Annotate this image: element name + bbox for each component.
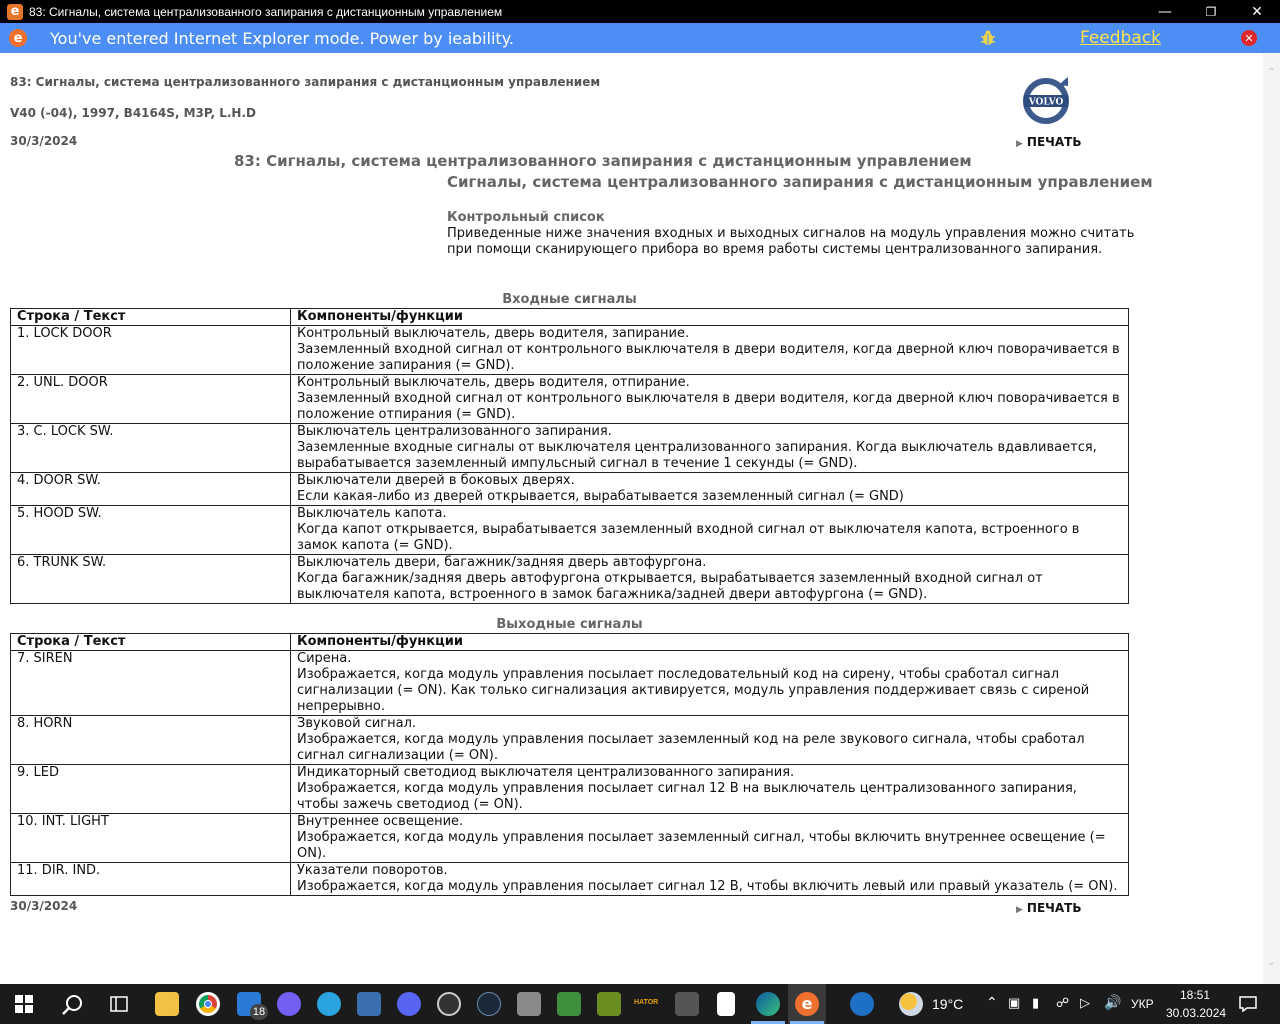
description-line: Изображается, когда модуль управления посылает заземленный сигнал, чтобы включить внутреннее освещение (= ON). bbox=[297, 830, 1106, 861]
wifi-icon[interactable]: ▷ bbox=[1080, 995, 1090, 1010]
notifications-icon[interactable] bbox=[1239, 996, 1257, 1012]
description-line: Заземленный входной сигнал от контрольного выключателя в двери водителя, когда дверной ключ поворачивается в положение отпирания (= GND). bbox=[297, 391, 1120, 422]
description-line: Изображается, когда модуль управления посылает сигнал 12 В, чтобы включить левый или правый указатель (= ON). bbox=[297, 879, 1118, 894]
truck-simulator-icon[interactable] bbox=[675, 992, 699, 1016]
table-row bbox=[11, 326, 1129, 375]
table-row bbox=[11, 506, 1129, 555]
signal-description bbox=[291, 716, 1129, 765]
table-row bbox=[11, 863, 1129, 896]
file-explorer-icon[interactable] bbox=[155, 992, 179, 1016]
column-header: Строка / Текст bbox=[11, 309, 291, 326]
clock-date[interactable]: 30.03.2024 bbox=[1166, 1006, 1227, 1020]
input-signals-table bbox=[10, 308, 1129, 604]
signal-key: 3. C. LOCK SW. bbox=[11, 424, 291, 473]
ie-app-icon: e bbox=[7, 4, 23, 20]
window-title: 83: Сигналы, система централизованного запирания с дистанционным управлением bbox=[29, 4, 503, 19]
speedometer-icon[interactable] bbox=[437, 992, 461, 1016]
vertical-scrollbar[interactable] bbox=[1263, 53, 1280, 984]
help-icon[interactable] bbox=[850, 992, 874, 1016]
description-line: Изображается, когда модуль управления посылает заземленный код на реле звукового сигнала, чтобы сработал сигнал сигнализации (= ON). bbox=[297, 732, 1085, 763]
signal-key: 7. SIREN bbox=[11, 651, 291, 716]
close-window-button[interactable]: ✕ bbox=[1251, 3, 1263, 20]
doc-date: 30/3/2024 bbox=[10, 134, 78, 148]
column-header: Компоненты/функции bbox=[291, 309, 1129, 326]
scroll-down-icon[interactable]: ⌄ bbox=[1267, 957, 1276, 968]
svg-text:VOLVO: VOLVO bbox=[1028, 97, 1064, 108]
ie-mode-message: You've entered Internet Explorer mode. Power by ieability. bbox=[50, 28, 514, 48]
game-launcher-icon[interactable] bbox=[557, 992, 581, 1016]
signal-key: 1. LOCK DOOR bbox=[11, 326, 291, 375]
main-title: 83: Сигналы, система централизованного запирания с дистанционным управлением bbox=[234, 152, 972, 170]
clock-time[interactable]: 18:51 bbox=[1180, 988, 1211, 1002]
description-line: Сирена. bbox=[297, 651, 352, 666]
windows-start-icon[interactable] bbox=[15, 995, 33, 1013]
language-indicator[interactable]: УКР bbox=[1131, 997, 1154, 1011]
signal-description bbox=[291, 473, 1129, 506]
table-row bbox=[11, 555, 1129, 604]
description-line: Выключатель капота. bbox=[297, 506, 447, 521]
output-signals-table bbox=[10, 633, 1129, 896]
window-titlebar bbox=[0, 0, 1280, 23]
weather-icon[interactable] bbox=[899, 992, 923, 1016]
ie-bar-close-icon[interactable]: ✕ bbox=[1241, 30, 1257, 46]
discord-icon[interactable] bbox=[397, 992, 421, 1016]
viber-icon[interactable] bbox=[277, 992, 301, 1016]
mail-badge: 18 bbox=[250, 1004, 268, 1020]
signal-key: 6. TRUNK SW. bbox=[11, 555, 291, 604]
vehicle-info: V40 (-04), 1997, B4164S, M3P, L.H.D bbox=[10, 106, 256, 120]
steam-icon[interactable] bbox=[477, 992, 501, 1016]
description-line: Указатели поворотов. bbox=[297, 863, 448, 878]
description-line: Заземленный входной сигнал от контрольного выключателя в двери водителя, когда дверной ключ поворачивается в положение запирания (= GND). bbox=[297, 342, 1120, 373]
document-content bbox=[0, 53, 1263, 984]
scroll-up-icon[interactable]: ⌃ bbox=[1267, 67, 1276, 78]
description-line: Выключатели дверей в боковых дверях. bbox=[297, 473, 575, 488]
signal-description bbox=[291, 326, 1129, 375]
chrome-icon[interactable] bbox=[196, 992, 220, 1016]
usb-icon[interactable]: ☍ bbox=[1056, 995, 1070, 1010]
signal-description bbox=[291, 765, 1129, 814]
print-link[interactable] bbox=[1016, 135, 1081, 149]
signal-key: 10. INT. LIGHT bbox=[11, 814, 291, 863]
signal-description bbox=[291, 375, 1129, 424]
output-signals-title: Выходные сигналы bbox=[496, 617, 643, 632]
minecraft-icon[interactable] bbox=[597, 992, 621, 1016]
ie-icon: e bbox=[795, 992, 819, 1016]
edge-icon[interactable] bbox=[756, 992, 780, 1016]
description-line: Звуковой сигнал. bbox=[297, 716, 417, 731]
description-line: Выключатель централизованного запирания. bbox=[297, 424, 612, 439]
ie-mode-bar bbox=[0, 23, 1280, 53]
description-line: Изображается, когда модуль управления посылает сигнал 12 В на выключатель централизованного запирания, чтобы зажечь светодиод (= ON). bbox=[297, 781, 1077, 812]
column-header: Компоненты/функции bbox=[291, 634, 1129, 651]
checklist-heading: Контрольный список bbox=[447, 210, 605, 225]
signal-description bbox=[291, 424, 1129, 473]
footer-print-link[interactable] bbox=[1016, 901, 1081, 915]
battery-icon[interactable]: ▮ bbox=[1032, 995, 1040, 1010]
arrow-right-icon: ▶ bbox=[1016, 905, 1023, 915]
taskbar bbox=[0, 984, 1280, 1024]
description-line: Внутреннее освещение. bbox=[297, 814, 464, 829]
signal-description bbox=[291, 506, 1129, 555]
print-label: ПЕЧАТЬ bbox=[1026, 901, 1082, 915]
checklist-text: Приведенные ниже значения входных и выходных сигналов на модуль управления можно считать при помощи сканирующего прибора во время работы системы централизованного запирания. bbox=[447, 226, 1135, 257]
hator-icon[interactable]: HATOR bbox=[634, 999, 659, 1006]
truck-game-icon[interactable] bbox=[517, 992, 541, 1016]
task-view-icon[interactable] bbox=[110, 996, 128, 1012]
chevron-up-icon[interactable]: ⌃ bbox=[986, 994, 998, 1010]
doc-header-title: 83: Сигналы, система централизованного запирания с дистанционным управлением bbox=[10, 75, 601, 89]
volume-icon[interactable]: 🔊 bbox=[1104, 994, 1122, 1010]
print-label: ПЕЧАТЬ bbox=[1026, 135, 1082, 149]
search-icon[interactable] bbox=[61, 994, 83, 1016]
signal-key: 5. HOOD SW. bbox=[11, 506, 291, 555]
signal-description bbox=[291, 814, 1129, 863]
table-row bbox=[11, 651, 1129, 716]
table-row bbox=[11, 375, 1129, 424]
table-row bbox=[11, 765, 1129, 814]
telegram-icon[interactable] bbox=[317, 992, 341, 1016]
table-row bbox=[11, 814, 1129, 863]
table-row bbox=[11, 424, 1129, 473]
bug-icon[interactable] bbox=[979, 29, 997, 47]
input-signals-title: Входные сигналы bbox=[502, 292, 637, 307]
table-row bbox=[11, 473, 1129, 506]
description-line: Изображается, когда модуль управления посылает последовательный код на сирену, чтобы сработал сигнал сигнализации (= ON). Как только сигнализация активируется, модуль управления поддерживает связь с сиреной непрерывно. bbox=[297, 667, 1090, 714]
description-line: Индикаторный светодиод выключателя централизованного запирания. bbox=[297, 765, 795, 780]
footer-date: 30/3/2024 bbox=[10, 899, 78, 913]
table-header-row bbox=[11, 309, 1129, 326]
feedback-link[interactable]: Feedback bbox=[1080, 28, 1161, 48]
network-icon[interactable]: ▣ bbox=[1008, 995, 1021, 1010]
column-header: Строка / Текст bbox=[11, 634, 291, 651]
temperature: 19°C bbox=[932, 996, 964, 1012]
description-line: Контрольный выключатель, дверь водителя, отпирание. bbox=[297, 375, 690, 390]
description-line: Заземленные входные сигналы от выключателя централизованного запирания. Когда выключатель вдавливается, вырабатывается заземленный импульсный сигнал в течение 1 секунды (= GND). bbox=[297, 440, 1097, 471]
ie-mode-icon: e bbox=[9, 29, 27, 47]
signal-key: 4. DOOR SW. bbox=[11, 473, 291, 506]
table-row bbox=[11, 716, 1129, 765]
minimize-button[interactable]: — bbox=[1158, 3, 1172, 20]
signal-key: 2. UNL. DOOR bbox=[11, 375, 291, 424]
ie-taskbar-button[interactable] bbox=[788, 984, 826, 1024]
arrow-right-icon: ▶ bbox=[1016, 139, 1023, 149]
description-line: Выключатель двери, багажник/задняя дверь автофургона. bbox=[297, 555, 707, 570]
document-icon[interactable] bbox=[717, 992, 735, 1016]
description-line: Контрольный выключатель, дверь водителя, запирание. bbox=[297, 326, 690, 341]
signal-description bbox=[291, 555, 1129, 604]
remote-desktop-icon[interactable] bbox=[357, 992, 381, 1016]
signal-key: 11. DIR. IND. bbox=[11, 863, 291, 896]
signal-key: 8. HORN bbox=[11, 716, 291, 765]
description-line: Когда капот открывается, вырабатывается заземленный входной сигнал от выключателя капота, встроенного в замок капота (= GND). bbox=[297, 522, 1080, 553]
sub-title: Сигналы, система централизованного запирания с дистанционным управлением bbox=[447, 173, 1153, 191]
description-line: Когда багажник/задняя дверь автофургона открывается, вырабатывается заземленный входной сигнал от выключателя капота, встроенного в замок багажника/задней двери автофургона (= GND). bbox=[297, 571, 1043, 602]
signal-description bbox=[291, 863, 1129, 896]
restore-button[interactable]: ❐ bbox=[1205, 4, 1217, 19]
description-line: Если какая-либо из дверей открывается, вырабатывается заземленный сигнал (= GND) bbox=[297, 489, 904, 504]
signal-description bbox=[291, 651, 1129, 716]
volvo-logo bbox=[1022, 75, 1072, 125]
table-header-row bbox=[11, 634, 1129, 651]
signal-key: 9. LED bbox=[11, 765, 291, 814]
